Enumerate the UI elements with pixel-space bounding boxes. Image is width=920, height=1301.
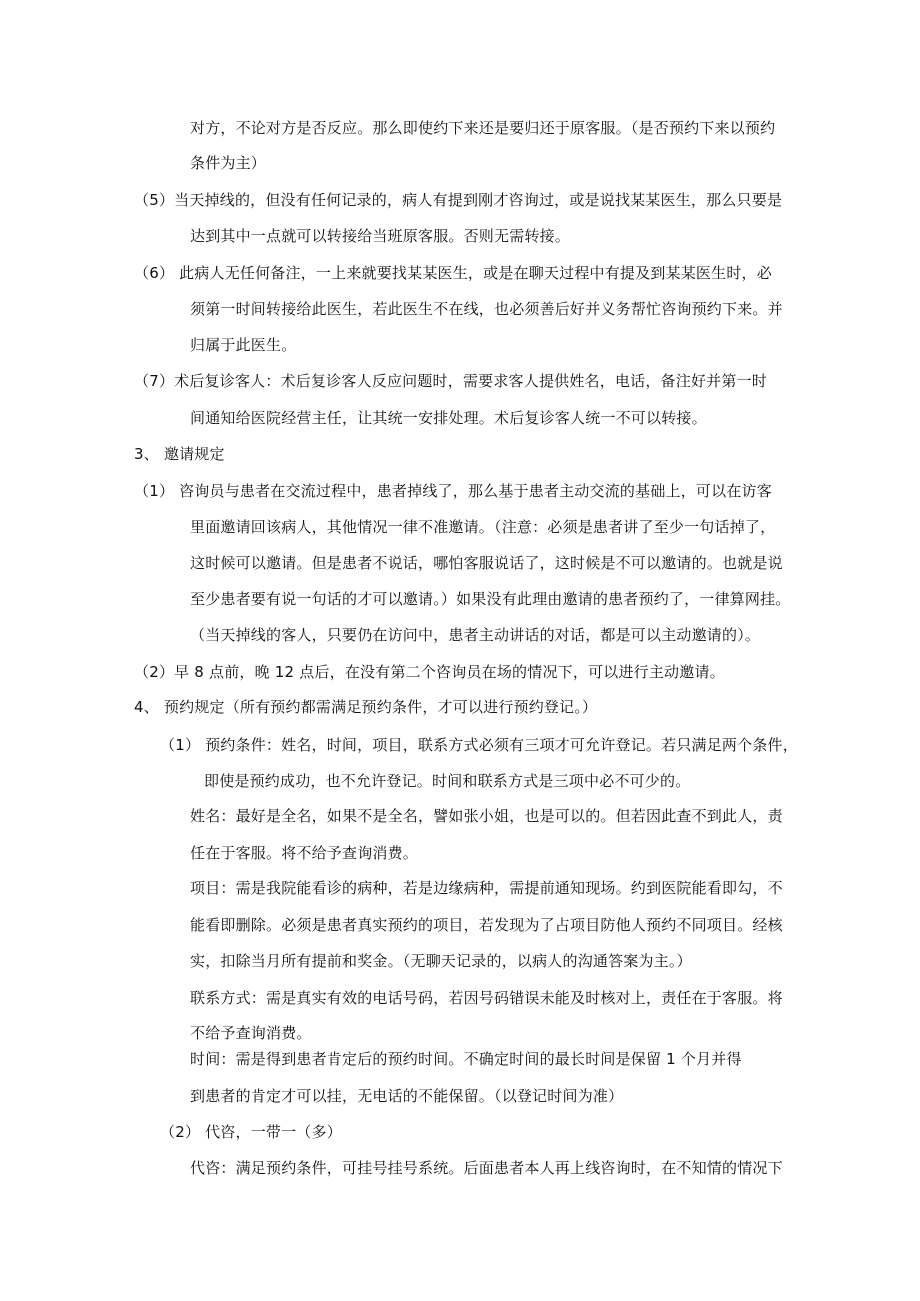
text-line-9: 间通知给医院经营主任，让其统一安排处理。术后复诊客人统一不可以转接。 <box>190 409 707 427</box>
text-line-28: 到患者的肯定才可以挂，无电话的不能保留。（以登记时间为准） <box>190 1087 624 1105</box>
text-line-16: （2）早 8 点前，晚 12 点后，在没有第二个咨询员在场的情况下，可以进行主动邀请。 <box>134 663 725 681</box>
text-line-15: （当天掉线的客人，只要仍在访问中，患者主动讲话的对话，都是可以主动邀请的）。 <box>190 626 761 644</box>
text-line-18: （1） 预约条件：姓名，时间，项目，联系方式必须有三项才可允许登记。若只满足两个条件， <box>160 736 798 754</box>
text-line-24: 实，扣除当月所有提前和奖金。（无聊天记录的，以病人的沟通答案为主。） <box>190 952 692 970</box>
text-line-29: （2） 代咨，一带一（多） <box>160 1123 342 1141</box>
text-line-26: 不给予查询消费。 <box>190 1024 312 1042</box>
text-line-19: 即使是预约成功，也不允许登记。时间和联系方式是三项中必不可少的。 <box>204 772 691 790</box>
text-line-6: 须第一时间转接给此医生，若此医生不在线，也必须善后好并义务帮忙咨询预约下来。并 <box>190 300 783 318</box>
text-line-20: 姓名：最好是全名，如果不是全名，譬如张小姐，也是可以的。但若因此查不到此人，责 <box>190 807 783 825</box>
text-line-12: 里面邀请回该病人，其他情况一律不准邀请。（注意：必须是患者讲了至少一句话掉了， <box>190 518 776 536</box>
text-line-27: 时间：需是得到患者肯定后的预约时间。不确定时间的最长时间是保留 1 个月并得 <box>190 1050 742 1068</box>
text-line-8: （7）术后复诊客人：术后复诊客人反应问题时，需要求客人提供姓名，电话，备注好并第一时 <box>134 372 767 390</box>
text-line-2: 条件为主） <box>190 154 267 172</box>
text-line-5: （6） 此病人无任何备注，一上来就要找某某医生，或是在聊天过程中有提及到某某医生时，必 <box>134 264 772 282</box>
text-line-1: 对方，不论对方是否反应。那么即使约下来还是要归还于原客服。（是否预约下来以预约 <box>190 119 776 137</box>
section-heading-appointment: 4、 预约规定（所有预约都需满足预约条件，才可以进行预约登记。） <box>134 698 598 716</box>
text-line-11: （1） 咨询员与患者在交流过程中，患者掉线了，那么基于患者主动交流的基础上，可以在访客 <box>134 482 772 500</box>
text-line-4: 达到其中一点就可以转接给当班原客服。否则无需转接。 <box>190 227 571 245</box>
text-line-14: 至少患者要有说一句话的才可以邀请。）如果没有此理由邀请的患者预约了，一律算网挂。 <box>190 590 791 608</box>
text-line-25: 联系方式：需是真实有效的电话号码，若因号码错误未能及时核对上，责任在于客服。将 <box>190 989 783 1007</box>
text-line-21: 任在于客服。将不给予查询消费。 <box>190 844 419 862</box>
text-line-30: 代咨：满足预约条件，可挂号挂号系统。后面患者本人再上线咨询时，在不知情的情况下 <box>190 1159 783 1177</box>
text-line-23: 能看即删除。必须是患者真实预约的项目，若发现为了占项目防他人预约不同项目。经核 <box>190 916 783 934</box>
text-line-3: （5）当天掉线的，但没有任何记录的，病人有提到刚才咨询过，或是说找某某医生，那么只要是 <box>134 191 783 209</box>
section-heading-invitation: 3、 邀请规定 <box>134 445 225 463</box>
text-line-7: 归属于此医生。 <box>190 336 297 354</box>
text-line-22: 项目：需是我院能看诊的病种，若是边缘病种，需提前通知现场。约到医院能看即勾，不 <box>190 879 783 897</box>
text-line-13: 这时候可以邀请。但是患者不说话，哪怕客服说话了，这时候是不可以邀请的。也就是说 <box>190 554 783 572</box>
